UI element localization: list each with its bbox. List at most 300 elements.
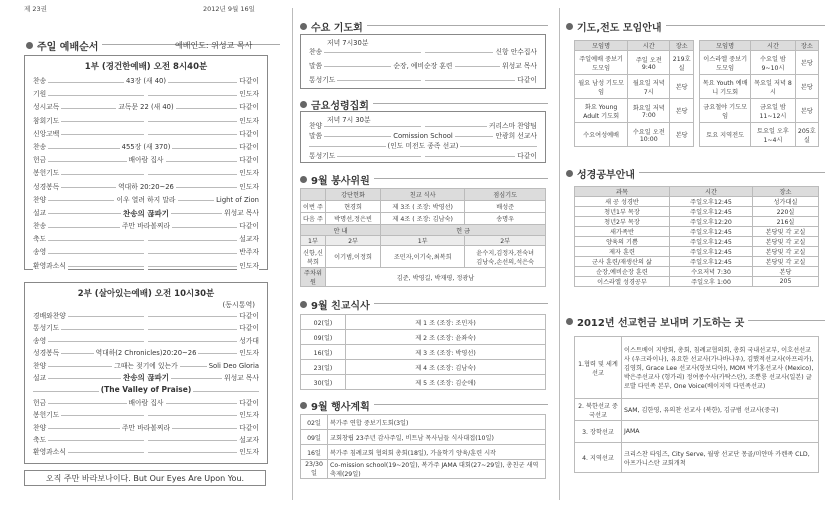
order-detail: [25, 322, 267, 334]
table-row: [700, 123, 819, 147]
service2-subtitle: (동시통역): [222, 301, 255, 309]
order-item: 환영과소식: [33, 446, 68, 458]
table-cell: 수요일 밤 9~10시: [751, 51, 795, 75]
order-leader: 다같이: [237, 154, 259, 167]
table-cell: 220실: [753, 207, 819, 217]
table-row: [575, 277, 819, 287]
order-leader: 인도자: [237, 347, 259, 359]
order-detail: 찬송의 끊파기: [122, 372, 170, 382]
order-detail: 교독문 22 (새 40): [118, 103, 174, 112]
order-row: [25, 384, 267, 396]
order-leader: 인도자: [237, 446, 259, 458]
table-cell: 주일오후12:20: [670, 217, 753, 227]
order-item: 축도: [33, 233, 48, 246]
order-detail: 배아람 집사: [128, 398, 164, 407]
order-leader: 다같이: [237, 101, 259, 114]
table-cell: 목요일 저녁 8시: [751, 75, 795, 99]
mission-table: [574, 336, 819, 473]
header-part: 2부: [326, 236, 381, 246]
order-row: [301, 141, 545, 151]
table-row: [575, 247, 819, 257]
order-item: 경배와찬양: [33, 310, 68, 322]
table-cell: 본당: [753, 267, 819, 277]
order-row: [25, 360, 267, 372]
order-item: 환영과소식: [33, 260, 68, 273]
section-rule: [639, 172, 825, 173]
order-item: 통성기도: [33, 322, 61, 334]
order-item: 헌금: [33, 154, 48, 167]
table-row: [301, 315, 546, 330]
table-row: [575, 237, 819, 247]
order-item: 설교: [33, 372, 48, 384]
order-leader: 다같이: [515, 73, 537, 87]
table-cell: 본당및 각 교실: [753, 227, 819, 237]
order-item: 헌금: [33, 397, 48, 409]
order-leader: Soli Deo Gloria: [207, 360, 259, 372]
table-cell: 제 3 조 (조장: 박영선): [346, 345, 546, 360]
order-row: [25, 207, 267, 220]
cell: 현경희: [326, 201, 381, 213]
service2-rows: [25, 310, 267, 459]
order-leader: 다같이: [237, 322, 259, 334]
order-leader: 다같이: [237, 220, 259, 233]
order-detail: 주만 바라볼찌라: [121, 222, 171, 231]
table-row: [575, 197, 819, 207]
table-row: [700, 75, 819, 99]
table-cell: 16(일): [301, 345, 346, 360]
service1-title: 1부 (경건한예배) 오전 8시40분: [84, 62, 208, 72]
bible-study-title: 성경공부안내: [566, 166, 635, 181]
order-detail: [25, 310, 267, 322]
order-detail: [25, 446, 267, 458]
wed-time: 저녁 7시30분: [327, 39, 369, 47]
table-cell: 2. 북한선교 중국선교: [575, 399, 622, 421]
order-leader: 다같이: [237, 310, 259, 322]
wed-title: 수요 기도회: [300, 19, 363, 34]
order-item: 말씀: [309, 59, 324, 73]
table-cell: JAMA: [622, 421, 819, 443]
table-cell: 새가족반: [575, 227, 670, 237]
order-leader: 인도자: [237, 115, 259, 128]
order-item: 말씀: [309, 132, 323, 140]
order-detail: [25, 167, 267, 180]
order-leader: 위성교 목사: [500, 59, 537, 73]
order-row: [25, 220, 267, 233]
header-parking: 주차위원: [301, 268, 326, 287]
table-cell: 09일: [301, 430, 328, 445]
order-leader: 신항 안수집사: [493, 45, 537, 59]
bullet-icon: [300, 402, 307, 409]
worship-order-title: 주일 예배순서: [26, 38, 98, 53]
table-row: [301, 375, 546, 390]
table-cell: 군사 훈련/재생산의 삶: [575, 257, 670, 267]
table-row: [575, 75, 694, 99]
order-item: 성시교독: [33, 101, 61, 114]
order-leader: 다같이: [237, 397, 259, 409]
table-cell: 월요일 저녁 7시: [628, 75, 670, 99]
order-detail: 찬송의 끊파기: [122, 208, 170, 218]
table-cell: 본당: [795, 99, 818, 123]
table-cell: 토요 지역전도: [700, 123, 751, 147]
bulletin-date: 2012년 9월 16일: [203, 5, 255, 13]
order-detail: 역대하 20:20~26: [118, 182, 174, 191]
events-table: [300, 414, 546, 479]
order-item: 봉헌기도: [33, 409, 61, 421]
meetings-table-right: [699, 40, 819, 147]
service1-box: [24, 55, 268, 270]
table-cell: 주일오후12:45: [670, 257, 753, 267]
fri-title: 금요성령집회: [300, 97, 369, 112]
cell: 제 4조 ( 조장: 김남숙): [381, 213, 465, 225]
table-cell: 본당: [670, 99, 694, 123]
table-cell: 이스라엘 중보기도모임: [700, 51, 751, 75]
table-row: [575, 123, 694, 147]
table-cell: 금요일 밤 11~12시: [751, 99, 795, 123]
order-item: 찬송: [33, 75, 48, 88]
bullet-icon: [300, 301, 307, 308]
table-cell: 주일오후12:45: [670, 227, 753, 237]
fri-time: 저녁 7시 30분: [327, 116, 371, 124]
table-cell: 본당및 각 교실: [753, 247, 819, 257]
cell: 김준, 박영길, 박재평, 정광남: [326, 268, 546, 287]
order-leader: 안광희 선교사: [495, 132, 537, 140]
order-row: [25, 181, 267, 194]
table-row: [575, 99, 694, 123]
order-leader: 다같이: [237, 141, 259, 154]
issue-number: 제 23권: [24, 5, 47, 13]
table-cell: 크리스찬 타임즈, City Serve, 월팡 선교단 몽골/미얀마 카렌족 CLD, 아프가니스탄 교회개척: [622, 443, 819, 473]
bullet-icon: [566, 170, 573, 177]
order-leader: 위성교 목사: [222, 207, 259, 220]
service2-box: [24, 282, 268, 464]
order-detail: [301, 151, 545, 161]
order-row: [25, 335, 267, 347]
order-detail: 역대하(2 Chronicles)20:20~26: [95, 349, 197, 358]
table-cell: 본당: [670, 75, 694, 99]
bullet-icon: [566, 23, 573, 30]
table-cell: Co-mission school(19~20일), 복가주 JAMA 대회(27~29일), 총친군 새역축제(29일): [328, 460, 546, 479]
order-leader: Light of Zion: [214, 194, 259, 207]
table-row: [301, 415, 546, 430]
order-row: [301, 45, 545, 59]
order-item: 축도: [33, 434, 48, 446]
table-row: [575, 337, 819, 399]
order-row: [25, 141, 267, 154]
header-part: 2부: [465, 236, 546, 246]
order-row: [25, 372, 267, 384]
order-detail: (인도 미전도 종족 선교): [387, 142, 459, 150]
service-committee-table: [300, 188, 546, 287]
order-row: [25, 260, 267, 273]
order-row: [25, 88, 267, 101]
order-leader: 인도자: [237, 88, 259, 101]
wed-rows: [301, 45, 545, 87]
order-row: [301, 151, 545, 161]
order-row: [301, 121, 545, 131]
cell: 윤수지,김정자,전숙녀 김낭숙,손선의,석은숙: [465, 246, 546, 268]
service-committee-title: 9월 봉사위원: [300, 172, 370, 187]
table-cell: 09(일): [301, 330, 346, 345]
table-cell: 교회창립 23주년 감사주일, 비트남 목사님들 식사대접(10일): [328, 430, 546, 445]
order-item: 성경봉독: [33, 181, 61, 194]
order-row: [25, 167, 267, 180]
events-title: 9월 행사계획: [300, 398, 370, 413]
meetings-table-left: [574, 40, 694, 147]
table-cell: 수요일 오전 10:00: [628, 123, 670, 147]
fellowship-title: 9월 친교식사: [300, 297, 370, 312]
order-detail: 그때는 젖기에 있는가: [114, 361, 178, 370]
order-leader: 다같이: [237, 75, 259, 88]
order-item: 성경봉독: [33, 347, 61, 359]
header-part: 1부: [381, 236, 465, 246]
table-row: [700, 51, 819, 75]
table-cell: 주일오후12:45: [670, 247, 753, 257]
order-detail: 순장, 예비순장 훈련: [393, 62, 453, 70]
table-cell: 02(일): [301, 315, 346, 330]
order-detail: 주만 바라볼찌라: [121, 423, 171, 432]
order-row: [25, 246, 267, 259]
order-row: [25, 347, 267, 359]
table-cell: 제 2 조 (조장: 윤좌숙): [346, 330, 546, 345]
order-row: [25, 128, 267, 141]
table-cell: 4. 지역선교: [575, 443, 622, 473]
footer-motto: 오직 주만 바라보나이다. But Our Eyes Are Upon You.: [24, 470, 266, 486]
table-cell: 16일: [301, 445, 328, 460]
order-row: [25, 154, 267, 167]
order-item: 기원: [33, 88, 48, 101]
table-row: [301, 360, 546, 375]
header-lunch-prayer: 점심기도: [465, 189, 546, 201]
table-cell: 복가주 침례교회 협의회 총회(18일), 가을학기 양육/훈련 시작: [328, 445, 546, 460]
order-leader: 다같이: [517, 152, 537, 160]
table-cell: 본당: [795, 75, 818, 99]
order-row: [25, 101, 267, 114]
column-header: 모임명: [700, 41, 751, 51]
table-row: [575, 421, 819, 443]
order-leader: 성가대: [237, 335, 259, 347]
table-cell: 219호실: [670, 51, 694, 75]
cell: 다음 주: [301, 213, 326, 225]
table-cell: 본당및 각 교실: [753, 257, 819, 267]
order-row: [25, 422, 267, 434]
table-cell: 토요일 오후 1~4시: [751, 123, 795, 147]
table-cell: 수요여성예배: [575, 123, 628, 147]
table-cell: 양육의 기쁨: [575, 237, 670, 247]
order-detail: Comission School: [393, 132, 453, 140]
table-cell: 청년2부 목장: [575, 217, 670, 227]
order-leader: 다같이: [237, 422, 259, 434]
table-row: [575, 443, 819, 473]
table-cell: 216실: [753, 217, 819, 227]
table-row: [575, 267, 819, 277]
table-cell: 본당및 각 교실: [753, 237, 819, 247]
service2-title: 2부 (살아있는예배) 오전 10시30분: [77, 289, 215, 299]
table-cell: 제 4 조 (조장: 김남숙): [346, 360, 546, 375]
header-offering: 헌 금: [381, 225, 546, 236]
order-leader: 인도자: [237, 260, 259, 273]
table-cell: 30(일): [301, 375, 346, 390]
order-row: [25, 310, 267, 322]
order-item: 송영: [33, 335, 48, 347]
table-cell: 주일 오전 9:40: [628, 51, 670, 75]
header-part: 1부: [301, 236, 326, 246]
table-cell: 주일오후12:45: [670, 207, 753, 217]
section-rule: [373, 103, 548, 104]
cell: 신항,신복희: [301, 246, 326, 268]
table-cell: 주일오후 1:00: [670, 277, 753, 287]
order-detail: [25, 434, 267, 446]
order-item: 신앙고백: [33, 128, 61, 141]
column-header: 장소: [753, 187, 819, 197]
order-row: [301, 73, 545, 87]
column-programs: [560, 0, 835, 507]
section-rule: [374, 303, 548, 304]
section-rule: [374, 404, 548, 405]
wed-box: [300, 34, 546, 89]
order-leader: 인도자: [237, 167, 259, 180]
table-cell: 주일예배 중보기도모임: [575, 51, 628, 75]
order-row: [25, 194, 267, 207]
worship-leader: 예배인도: 위성교 목사: [175, 41, 253, 50]
order-leader: 인도자: [237, 409, 259, 421]
table-row: [575, 207, 819, 217]
table-cell: 화요일 저녁7:00: [628, 99, 670, 123]
bullet-icon: [300, 23, 307, 30]
column-worship: [0, 0, 290, 507]
order-item: 통성기도: [309, 73, 337, 87]
table-cell: 수요저녁 7:30: [670, 267, 753, 277]
table-cell: 본당: [670, 123, 694, 147]
table-cell: 제 1 조 (조장: 조민자): [346, 315, 546, 330]
table-cell: 제 5 조 (조장: 김순애): [346, 375, 546, 390]
order-row: [25, 397, 267, 409]
order-item: 찬양: [33, 422, 48, 434]
table-row: [575, 257, 819, 267]
order-item: 찬송: [33, 141, 48, 154]
column-header: 시간: [670, 187, 753, 197]
order-item: 찬양: [33, 194, 48, 207]
cell: 제 3조 ( 조장: 박영선): [381, 201, 465, 213]
section-rule: [374, 178, 548, 179]
table-row: [301, 330, 546, 345]
table-cell: 복가주 연합 중보기도회(3일): [328, 415, 546, 430]
order-row: [25, 434, 267, 446]
table-row: [575, 227, 819, 237]
column-header: 장소: [795, 41, 818, 51]
bullet-icon: [26, 42, 33, 49]
table-cell: 205호실: [795, 123, 818, 147]
order-item: 참회기도: [33, 115, 61, 128]
table-cell: 23(일): [301, 360, 346, 375]
column-header: 시간: [628, 41, 670, 51]
order-detail: [25, 260, 267, 273]
table-row: [301, 345, 546, 360]
table-cell: 새 공 성경반: [575, 197, 670, 207]
section-rule: [367, 25, 548, 26]
order-row: [25, 322, 267, 334]
column-header: 과목: [575, 187, 670, 197]
table-row: [575, 217, 819, 227]
order-row: [25, 446, 267, 458]
table-cell: 205: [753, 277, 819, 287]
table-cell: 3. 장학선교: [575, 421, 622, 443]
column-header: 장소: [670, 41, 694, 51]
order-row: [25, 115, 267, 128]
order-leader: 위성교 목사: [222, 372, 259, 384]
column-header: 시간: [751, 41, 795, 51]
table-cell: 목요 Youth 예배니 기도회: [700, 75, 751, 99]
table-row: [301, 430, 546, 445]
service1-rows: [25, 75, 267, 273]
order-item: 봉헌기도: [33, 167, 61, 180]
order-leader: 다같이: [237, 128, 259, 141]
table-cell: 23/30일: [301, 460, 328, 479]
table-cell: 화요 Young Adult 기도회: [575, 99, 628, 123]
order-item: 통성기도: [309, 152, 336, 160]
order-item: 찬양: [33, 360, 48, 372]
table-cell: 1.협력 및 세계선교: [575, 337, 622, 399]
order-detail: 이우 열려 하지 말라: [116, 195, 176, 204]
order-item: 찬송: [33, 220, 48, 233]
order-detail: [25, 88, 267, 101]
order-detail: [25, 115, 267, 128]
order-detail: (The Valley of Praise): [100, 385, 192, 395]
table-cell: 청년1부 목장: [575, 207, 670, 217]
order-detail: [25, 335, 267, 347]
table-row: [575, 51, 694, 75]
order-detail: [25, 233, 267, 246]
column-header: 모임명: [575, 41, 628, 51]
order-detail: [301, 73, 545, 87]
bible-study-table: [574, 186, 819, 287]
bullet-icon: [300, 176, 307, 183]
table-cell: 주일오후12:45: [670, 197, 753, 207]
order-item: 설교: [33, 207, 48, 220]
header-altar: 강단헌화: [326, 189, 381, 201]
cell: 조민자,이기숙,최복희: [381, 246, 465, 268]
order-detail: [25, 128, 267, 141]
table-row: [301, 445, 546, 460]
order-leader: 반주자: [237, 246, 259, 259]
order-item: 송영: [33, 246, 48, 259]
order-detail: [25, 246, 267, 259]
table-row: [575, 399, 819, 421]
order-detail: [25, 409, 267, 421]
table-cell: 02일: [301, 415, 328, 430]
header-meal: 친교 식사: [381, 189, 465, 201]
order-leader: 커리스마 찬양팀: [488, 122, 537, 130]
table-cell: 성가대실: [753, 197, 819, 207]
order-row: [25, 409, 267, 421]
order-row: [25, 75, 267, 88]
table-cell: 제자 훈련: [575, 247, 670, 257]
order-leader: 인도자: [237, 181, 259, 194]
bullet-icon: [300, 101, 307, 108]
mission-title: 2012년 선교헌금 보내며 기도하는 곳: [566, 314, 744, 329]
table-cell: SAM, 김한영, 유의찬 선교사 (북한), 김규범 선교사(중국): [622, 399, 819, 421]
order-item: 찬양: [309, 122, 323, 130]
fri-rows: [301, 121, 545, 161]
table-cell: 주일오후12:45: [670, 237, 753, 247]
bullet-icon: [566, 318, 573, 325]
order-row: [301, 59, 545, 73]
cell: 송명우: [465, 213, 546, 225]
cell: 이기범,이정희: [326, 246, 381, 268]
order-row: [25, 233, 267, 246]
table-cell: 본당: [795, 51, 818, 75]
order-detail: 455장 (새 370): [121, 142, 171, 151]
table-cell: 이스트베이 지방회, 총회, 침례교협의회, 총회 국내선교부, 이호선선교사 (우크라이나), 유요한 선교사(가나바나우), 김했적선교사(아프리카), 김영희, Grace Lee 선교사(항보디아), MOM 박기홍선교사 (Mexico), 박은주선교사 (헝가리) 정여종수사(카탁스탄), 조뿐룡 선교사(일본) 글로발 다민족 본부, One Voice(베이지역 다민족선교): [622, 337, 819, 399]
